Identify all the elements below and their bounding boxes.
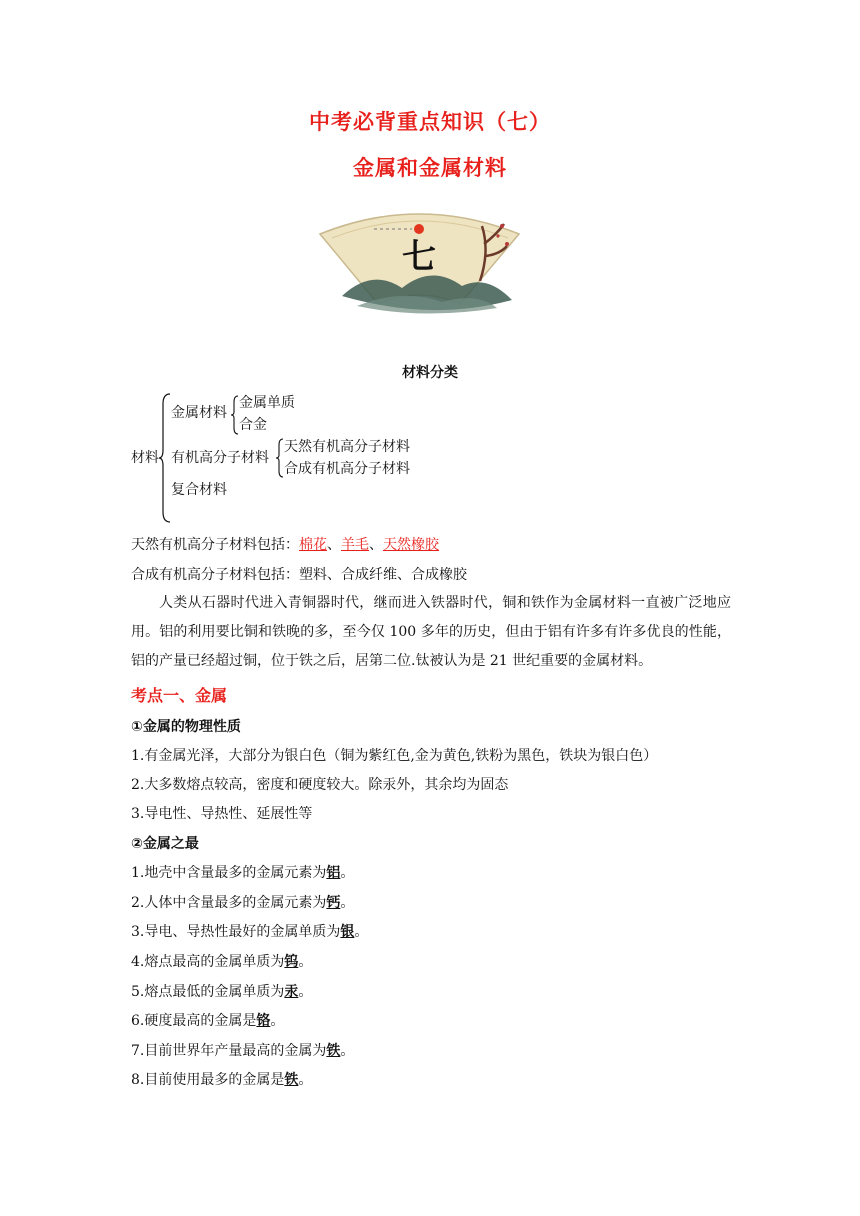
superlative-answer: 钙 [326,895,341,911]
natural-item-cotton: 棉花 [299,537,327,553]
superlative-end: 。 [298,954,313,970]
subsection-heading-properties: ①金属的物理性质 [131,719,241,735]
natural-prefix: 天然有机高分子材料包括： [131,537,299,553]
natural-materials-line [131,535,439,555]
superlative-text: 4.熔点最高的金属单质为 [131,954,285,970]
superlative-end: 。 [340,895,355,911]
property-item: 1.有金属光泽，大部分为银白色（铜为紫红色,金为黄色,铁粉为黑色，铁块为银白色） [131,748,658,764]
tree-organic-child-1: 天然有机高分子材料 [284,439,410,455]
root-brace [158,392,172,524]
tree-organic-child-2: 合成有机高分子材料 [284,461,410,477]
superlative-item [131,893,354,913]
superlative-item [131,1070,312,1090]
tree-metal-child-1: 金属单质 [239,395,295,411]
superlative-answer: 铁 [326,1043,341,1059]
superlative-end: 。 [340,865,355,881]
superlative-answer: 铁 [284,1072,299,1088]
natural-sep: 、 [327,537,341,553]
fan-emblem-icon [312,196,527,331]
natural-item-wool: 羊毛 [341,537,369,553]
page-title: 中考必背重点知识（七） [309,110,551,134]
superlative-item [131,1011,284,1031]
superlative-text: 5.熔点最低的金属单质为 [131,984,285,1000]
superlative-end: 。 [298,984,313,1000]
superlative-text: 6.硬度最高的金属是 [131,1013,257,1029]
superlative-text: 8.目前使用最多的金属是 [131,1072,285,1088]
page-subtitle: 金属和金属材料 [353,156,507,180]
superlative-end: 。 [354,924,369,940]
emblem-char: 七 [402,237,436,277]
superlative-end: 。 [270,1013,285,1029]
superlative-item [131,952,312,972]
tree-composite: 复合材料 [171,482,227,498]
classification-caption: 材料分类 [402,365,458,381]
superlative-text: 1.地壳中含量最多的金属元素为 [131,865,327,881]
tree-metal-child-2: 合金 [239,417,267,433]
natural-item-rubber: 天然橡胶 [383,537,439,553]
superlative-end: 。 [298,1072,313,1088]
superlative-item [131,1041,354,1061]
superlative-text: 2.人体中含量最多的金属元素为 [131,895,327,911]
superlative-answer: 汞 [284,984,299,1000]
natural-sep: 、 [369,537,383,553]
tree-organic: 有机高分子材料 [171,450,269,466]
superlative-answer: 钨 [284,954,299,970]
superlative-item [131,922,368,942]
superlative-item [131,863,354,883]
superlative-text: 3.导电、导热性最好的金属单质为 [131,924,341,940]
tree-metal: 金属材料 [171,405,227,421]
superlative-end: 。 [340,1043,355,1059]
property-item: 3.导电性、导热性、延展性等 [131,806,313,822]
superlative-answer: 银 [340,924,355,940]
superlative-answer: 铝 [326,865,341,881]
superlative-answer: 铬 [256,1013,271,1029]
subsection-heading-superlatives: ②金属之最 [131,836,199,852]
intro-paragraph: 人类从石器时代进入青铜器时代，继而进入铁器时代，铜和铁作为金属材料一直被广泛地应用。铝的利用要比铜和铁晚的多，至今仅 100 多年的历史，但由于铝有许多有许多优良的性能，铝的产量已经超过铜，位于铁之后，居第二位.钛被认为是 21 世纪重要的金属材料。 [131,595,731,669]
section-heading: 考点一、金属 [131,686,228,705]
superlative-text: 7.目前世界年产量最高的金属为 [131,1043,327,1059]
property-item: 2.大多数熔点较高，密度和硬度较大。除汞外，其余均为固态 [131,777,509,793]
tree-root: 材料 [131,450,159,466]
superlative-item [131,982,312,1002]
synthetic-materials-line: 合成有机高分子材料包括：塑料、合成纤维、合成橡胶 [131,567,467,583]
